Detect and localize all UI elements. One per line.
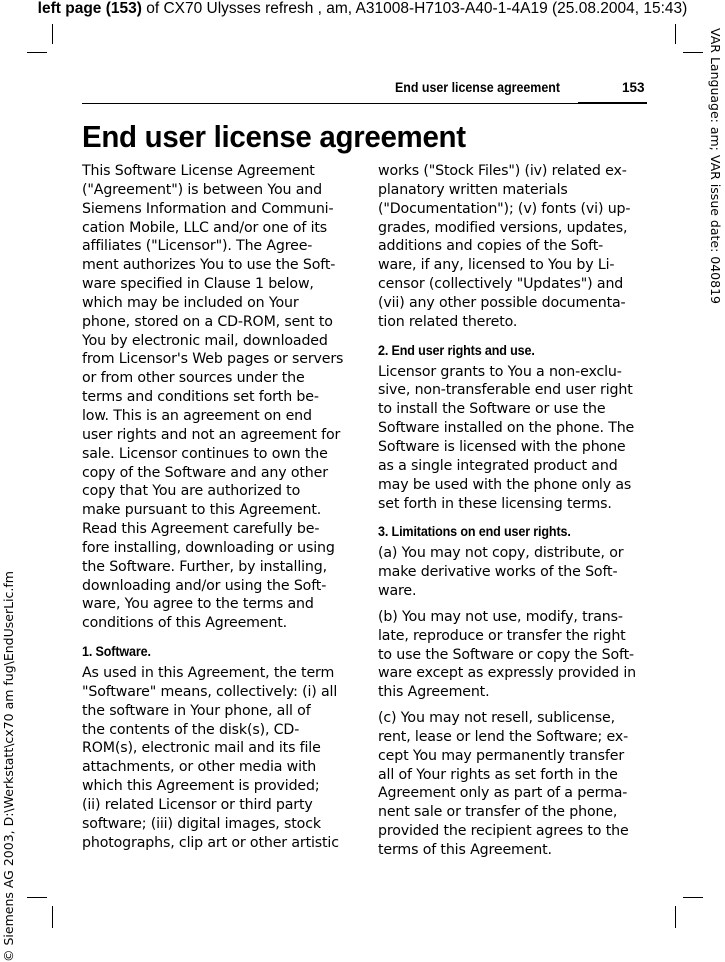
crop-mark [27, 897, 47, 898]
text-line: ("Agreement") is between You and [82, 181, 322, 198]
text-line: Licensor grants to You a non-exclu- [378, 363, 622, 380]
text-line: ment authorizes You to use the Soft- [82, 257, 336, 274]
text-line: ware, You agree to the terms and [82, 596, 314, 613]
print-header-line [0, 0, 725, 18]
text-line: (vii) any other possible documenta- [378, 294, 626, 311]
text-line: late, reproduce or transfer the right [378, 627, 626, 644]
header-rule [82, 103, 647, 104]
text-line: the Software. Further, by installing, [82, 558, 327, 575]
header-rule-accent [578, 102, 647, 104]
text-line: cation Mobile, LLC and/or one of its [82, 219, 328, 236]
text-line: tion related thereto. [378, 313, 518, 330]
text-line: censor (collectively "Updates") and [378, 276, 624, 293]
text-line: low. This is an agreement on end [82, 407, 312, 424]
text-line: attachments, or other media with [82, 759, 317, 776]
section-3a-paragraph [378, 544, 648, 601]
text-line: As used in this Agreement, the term [82, 665, 335, 682]
left-column [82, 162, 350, 853]
text-line: ware specified in Clause 1 below, [82, 276, 314, 293]
section-3b-paragraph [378, 608, 648, 702]
text-line: (a) You may not copy, distribute, or [378, 545, 624, 562]
text-line: ware. [378, 583, 417, 600]
crop-mark [27, 52, 47, 53]
text-line: copy that You are authorized to [82, 483, 301, 500]
section-1-continued [378, 162, 648, 332]
text-line: conditions of this Agreement. [82, 615, 288, 632]
text-line: You by electronic mail, downloaded [82, 332, 328, 349]
text-line: from Licensor's Web pages or servers [82, 351, 344, 368]
text-line: Software installed on the phone. The [378, 420, 635, 437]
text-line: set forth in these licensing terms. [378, 495, 612, 512]
text-line: all of Your rights as set forth in the [378, 766, 618, 783]
text-line: make pursuant to this Agreement. [82, 502, 322, 519]
print-header-page-ref: left page (153) [37, 0, 142, 17]
section-1-paragraph [82, 664, 350, 852]
section-3-heading: 3. Limitations on end user rights. [378, 524, 571, 540]
text-line: works ("Stock Files") (iv) related ex- [378, 163, 627, 179]
text-line: make derivative works of the Soft- [378, 564, 618, 581]
section-2-heading: 2. End user rights and use. [378, 342, 535, 358]
text-line: affiliates ("Licensor"). The Agree- [82, 238, 313, 255]
right-column [378, 162, 648, 860]
section-2-paragraph [378, 363, 648, 514]
text-line: to install the Software or use the [378, 401, 606, 418]
text-line: "Software" means, collectively: (i) all [82, 683, 338, 700]
text-line: (b) You may not use, modify, trans- [378, 608, 623, 625]
crop-mark [675, 24, 676, 44]
text-line: downloading and/or using the Soft- [82, 577, 327, 594]
text-line: ware, if any, licensed to You by Li- [378, 257, 615, 274]
text-line: the contents of the disk(s), CD- [82, 721, 300, 738]
text-line: Siemens Information and Communi- [82, 200, 334, 217]
section-3c-paragraph [378, 709, 648, 860]
text-line: This Software License Agreement [82, 163, 315, 179]
intro-paragraph [82, 162, 350, 633]
section-1-heading: 1. Software. [82, 644, 151, 660]
text-line: Read this Agreement carefully be- [82, 521, 320, 538]
text-line: terms of this Agreement. [378, 842, 552, 858]
text-line: ("Documentation"); (v) fonts (vi) up- [378, 200, 631, 217]
crop-mark [52, 906, 53, 928]
text-line: which may be included on Your [82, 294, 299, 311]
text-line: as a single integrated product and [378, 457, 618, 474]
text-line: sale. Licensor continues to own the [82, 445, 328, 462]
running-header-title: End user license agreement [395, 80, 560, 95]
text-line: may be used with the phone only as [378, 476, 632, 493]
text-line: nent sale or transfer of the phone, [378, 804, 618, 821]
text-line: the software in Your phone, all of [82, 702, 311, 719]
crop-mark [52, 24, 53, 44]
text-line: or from other sources under the [82, 370, 305, 387]
crop-mark [675, 906, 676, 928]
text-line: copy of the Software and any other [82, 464, 328, 481]
text-line: ROM(s), electronic mail and its file [82, 740, 321, 757]
text-line: grades, modified versions, updates, [378, 219, 628, 236]
text-line: Agreement only as part of a perma- [378, 785, 628, 802]
text-line: rent, lease or lend the Software; ex- [378, 728, 629, 745]
side-note-var-language: VAR Language: am; VAR issue date: 040819 [708, 28, 723, 304]
text-line: Software is licensed with the phone [378, 438, 626, 455]
text-line: additions and copies of the Soft- [378, 238, 604, 255]
text-line: this Agreement. [378, 684, 490, 701]
text-line: software; (iii) digital images, stock [82, 815, 321, 832]
crop-mark [683, 52, 703, 53]
page-number: 153 [622, 80, 645, 95]
side-note-copyright: © Siemens AG 2003, D:\Werkstatt\cx70 am fug\EndUserLic.fm [1, 571, 16, 962]
text-line: fore installing, downloading or using [82, 539, 335, 556]
text-line: photographs, clip art or other artistic [82, 834, 339, 851]
text-line: terms and conditions set forth be- [82, 389, 319, 406]
crop-mark [683, 897, 703, 898]
text-line: phone, stored on a CD-ROM, sent to [82, 313, 333, 330]
text-line: to use the Software or copy the Soft- [378, 646, 634, 663]
print-header-doc-info: of CX70 Ulysses refresh , am, A31008-H7103-A40-1-4A19 (25.08.2004, 15:43) [141, 0, 688, 17]
text-line: (ii) related Licensor or third party [82, 797, 313, 813]
text-line: planatory written materials [378, 181, 568, 198]
text-line: cept You may permanently transfer [378, 747, 625, 764]
text-line: provided the recipient agrees to the [378, 823, 629, 840]
text-line: which this Agreement is provided; [82, 778, 320, 795]
text-line: ware except as expressly provided in [378, 665, 636, 682]
text-line: user rights and not an agreement for [82, 426, 341, 443]
page-title: End user license agreement [82, 119, 466, 154]
text-line: (c) You may not resell, sublicense, [378, 710, 615, 727]
text-line: sive, non-transferable end user right [378, 382, 633, 399]
